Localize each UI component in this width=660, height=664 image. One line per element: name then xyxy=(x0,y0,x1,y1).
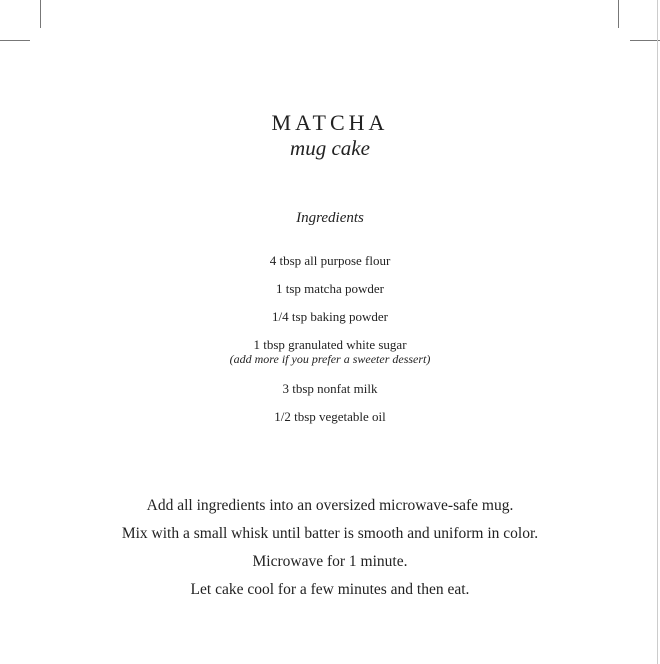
ingredient-note: (add more if you prefer a sweeter dessert) xyxy=(229,352,431,366)
ingredients-heading: Ingredients xyxy=(296,210,364,226)
instruction-step: Let cake cool for a few minutes and then eat. xyxy=(190,581,470,598)
recipe-subtitle: mug cake xyxy=(290,136,370,160)
ingredient-item: 3 tbsp nonfat milk xyxy=(282,381,378,396)
recipe-title: MATCHA xyxy=(271,110,389,135)
ingredient-item: 1/4 tsp baking powder xyxy=(272,309,388,324)
instruction-step: Mix with a small whisk until batter is smooth and uniform in color. xyxy=(121,525,539,542)
crop-mark-top-left-horizontal xyxy=(0,40,30,41)
crop-mark-top-right-vertical xyxy=(618,0,619,28)
ingredient-item: 1 tsp matcha powder xyxy=(276,281,384,296)
ingredient-item: 1 tbsp granulated white sugar xyxy=(253,337,407,352)
ingredient-item: 1/2 tbsp vegetable oil xyxy=(274,409,386,424)
crop-mark-top-right-horizontal xyxy=(630,40,660,41)
crop-mark-top-left-vertical xyxy=(40,0,41,28)
instruction-step: Add all ingredients into an oversized microwave-safe mug. xyxy=(146,497,514,514)
instruction-step: Microwave for 1 minute. xyxy=(252,553,408,570)
ingredient-item: 4 tbsp all purpose flour xyxy=(269,253,391,268)
